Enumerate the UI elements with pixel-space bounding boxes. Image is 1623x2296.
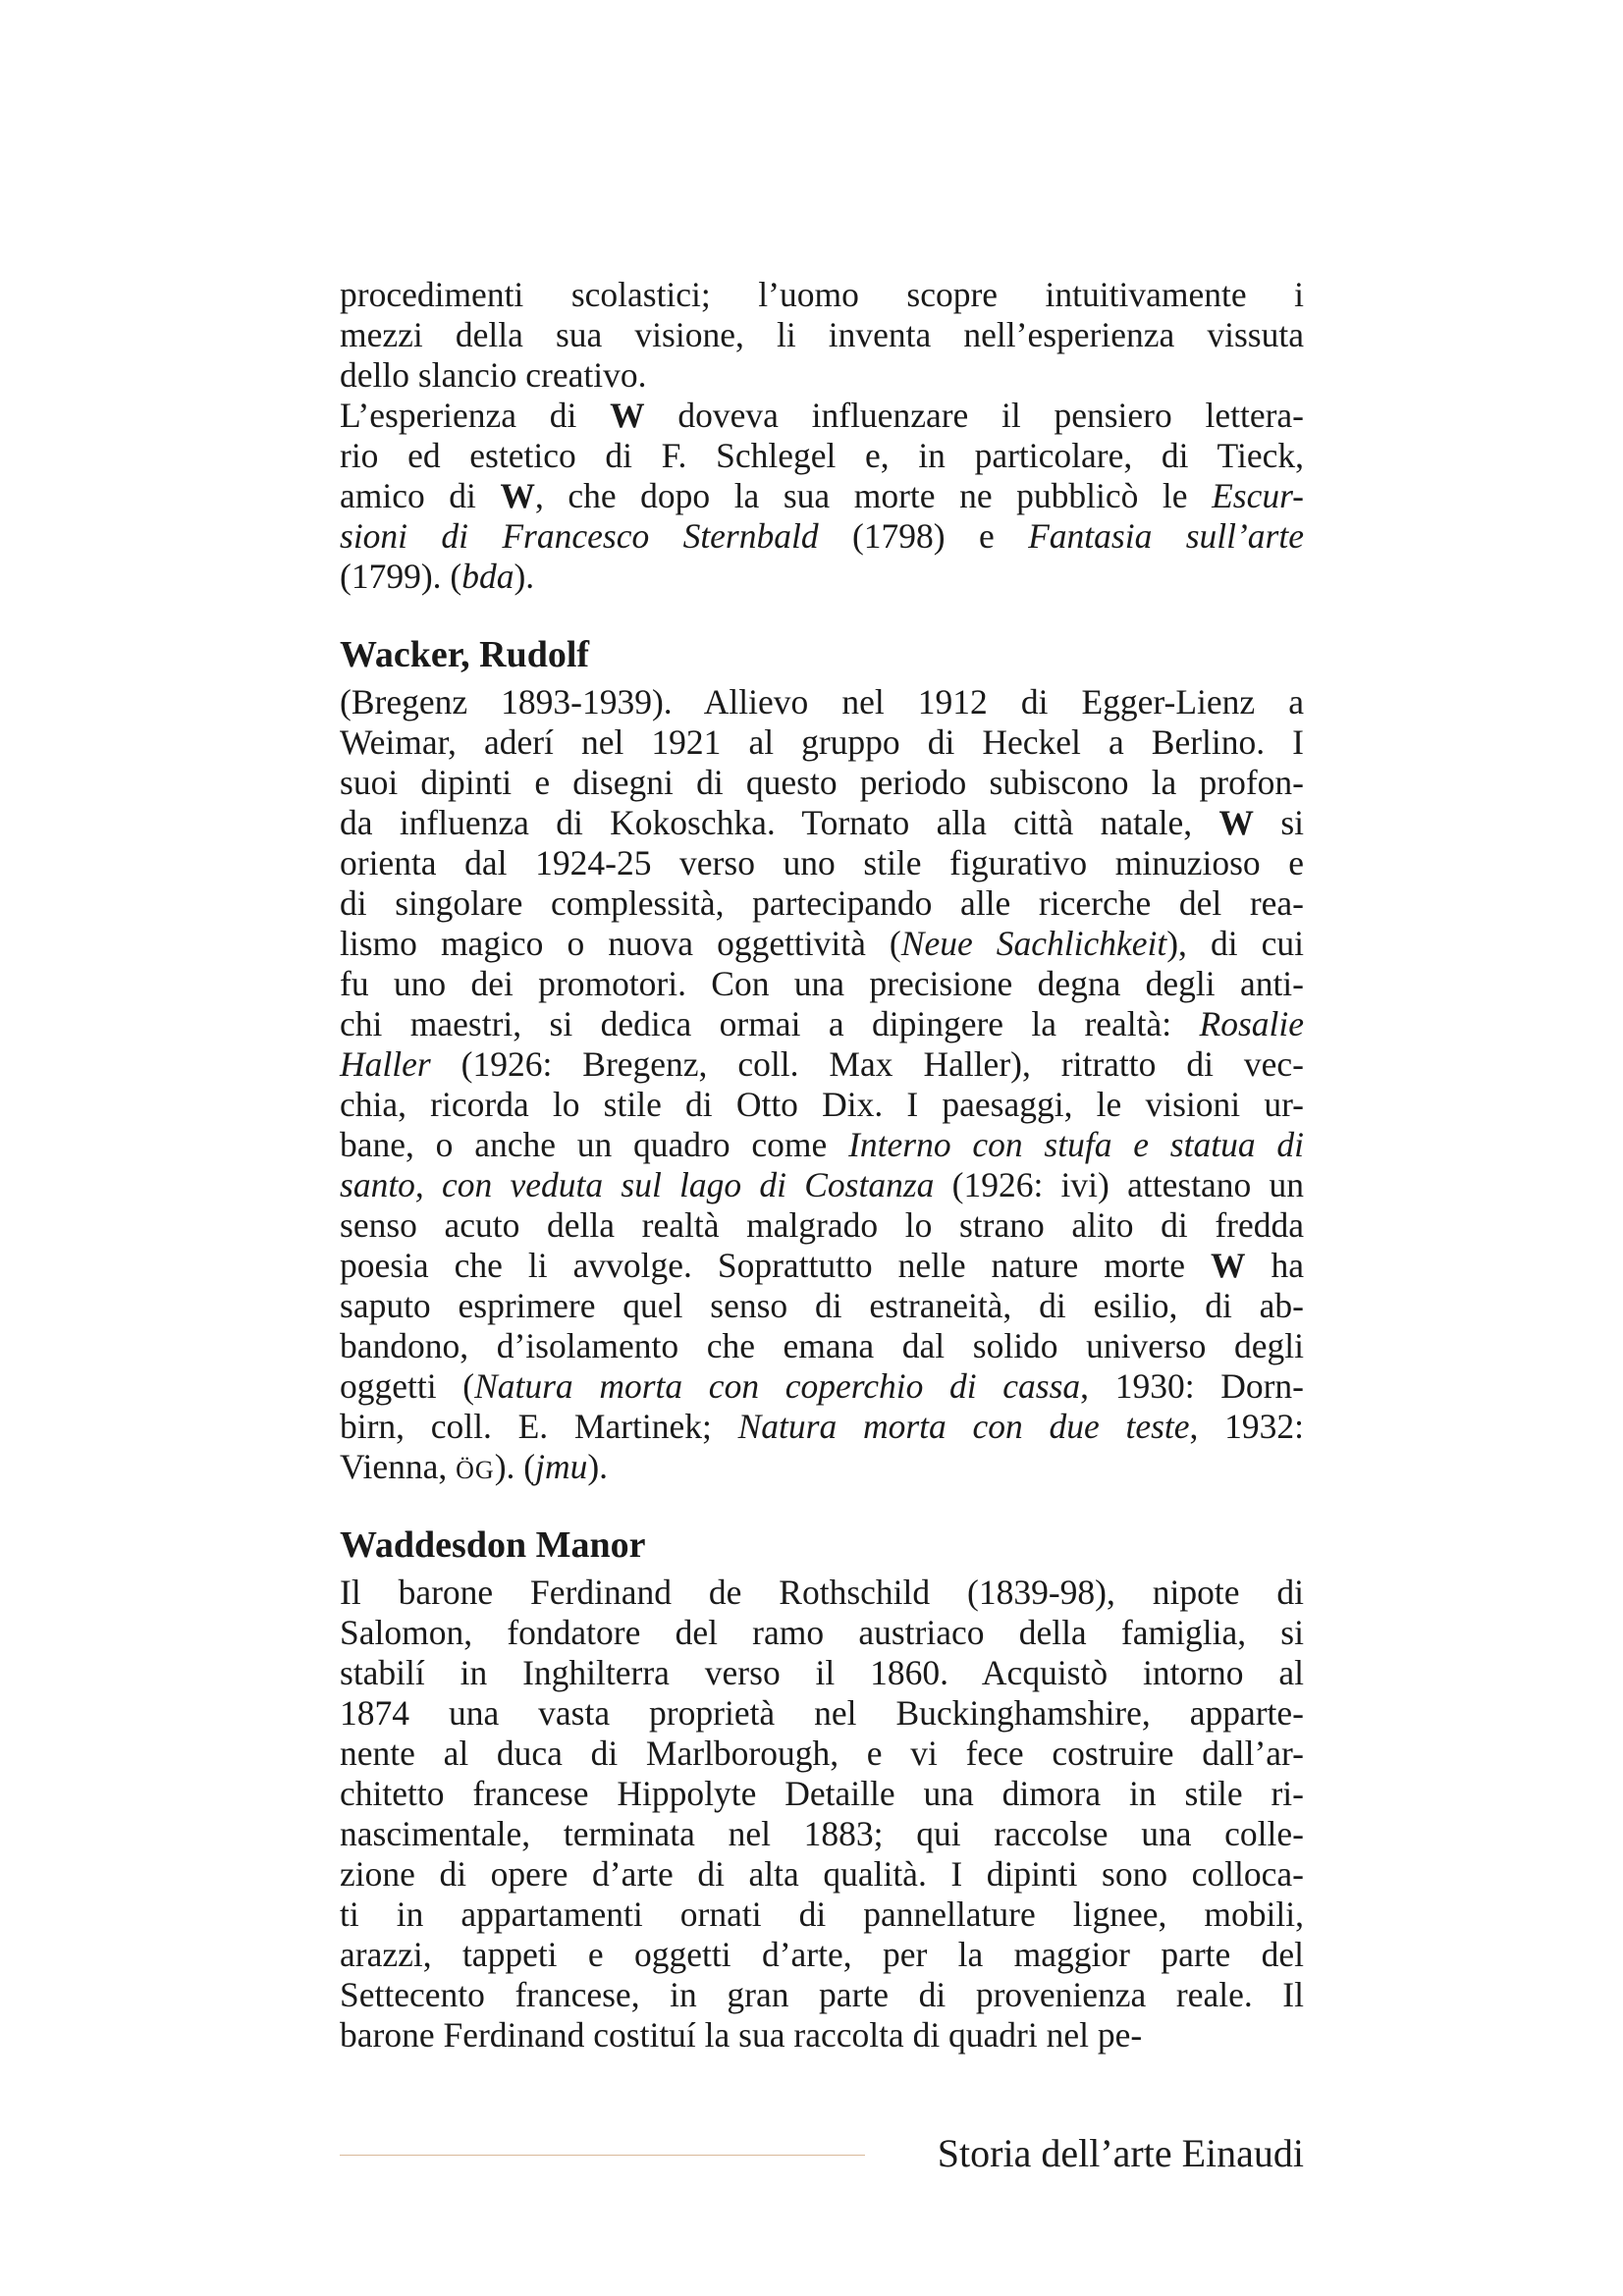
text-line: (1799). (bda). xyxy=(340,557,535,596)
text-line: Haller (1926: Bregenz, coll. Max Haller), ritratto di vec- xyxy=(340,1044,1304,1084)
text-line: lismo magico o nuova oggettività (Neue Sachlichkeit), di cui xyxy=(340,924,1304,963)
text-line: procedimenti scolastici; l’uomo scopre intuitivamente i xyxy=(340,275,1304,314)
text-line: Vienna, ÖG). (jmu). xyxy=(340,1447,609,1486)
footer-rule xyxy=(340,2155,865,2156)
text-line: birn, coll. E. Martinek; Natura morta con due teste, 1932: xyxy=(340,1407,1304,1446)
text-line: di singolare complessità, partecipando alle ricerche del rea- xyxy=(340,883,1304,923)
text-line: (Bregenz 1893-1939). Allievo nel 1912 di Egger-Lienz a xyxy=(340,682,1304,721)
spacer xyxy=(340,597,1304,627)
text-line: orienta dal 1924-25 verso uno stile figurativo minuzioso e xyxy=(340,843,1304,882)
text-line: dello slancio creativo. xyxy=(340,355,647,395)
text-line: santo, con veduta sul lago di Costanza (1926: ivi) attestano un xyxy=(340,1165,1304,1204)
entry-title-waddesdon: Waddesdon Manor xyxy=(340,1524,646,1566)
text-line: saputo esprimere quel senso di estraneità, di esilio, di ab- xyxy=(340,1286,1304,1325)
entry-wackenroder-continuation xyxy=(340,275,1304,597)
text-line: arazzi, tappeti e oggetti d’arte, per la maggior parte del xyxy=(340,1935,1304,1974)
text-line: sioni di Francesco Sternbald (1798) e Fantasia sull’arte xyxy=(340,516,1304,556)
text-line: L’esperienza di W doveva influenzare il pensiero lettera- xyxy=(340,396,1304,435)
text-line: suoi dipinti e disegni di questo periodo subiscono la profon- xyxy=(340,763,1304,802)
text-line: chitetto francese Hippolyte Detaille una dimora in stile ri- xyxy=(340,1774,1304,1813)
text-line: fu uno dei promotori. Con una precisione degna degli anti- xyxy=(340,964,1304,1003)
entry-body-wacker xyxy=(340,682,1304,1487)
text-line: barone Ferdinand costituí la sua raccolta di quadri nel pe- xyxy=(340,2015,1143,2055)
text-column xyxy=(340,275,1304,2056)
text-line: senso acuto della realtà malgrado lo strano alito di fredda xyxy=(340,1205,1304,1245)
entry-body-waddesdon xyxy=(340,1573,1304,2056)
text-line: chi maestri, si dedica ormai a dipingere la realtà: Rosalie xyxy=(340,1004,1304,1043)
text-line: mezzi della sua visione, li inventa nell’esperienza vissuta xyxy=(340,315,1304,354)
text-line: rio ed estetico di F. Schlegel e, in particolare, di Tieck, xyxy=(340,436,1304,475)
text-line: da influenza di Kokoschka. Tornato alla città natale, W si xyxy=(340,803,1304,842)
text-line: poesia che li avvolge. Soprattutto nelle nature morte W ha xyxy=(340,1246,1304,1285)
text-line: nascimentale, terminata nel 1883; qui raccolse una colle- xyxy=(340,1814,1304,1853)
entry-title-wacker: Wacker, Rudolf xyxy=(340,634,590,675)
text-line: nente al duca di Marlborough, e vi fece costruire dall’ar- xyxy=(340,1734,1304,1773)
text-line: oggetti (Natura morta con coperchio di cassa, 1930: Dorn- xyxy=(340,1366,1304,1406)
text-line: Settecento francese, in gran parte di provenienza reale. Il xyxy=(340,1975,1304,2014)
text-line: bandono, d’isolamento che emana dal solido universo degli xyxy=(340,1326,1304,1365)
text-line: bane, o anche un quadro come Interno con stufa e statua di xyxy=(340,1125,1304,1164)
text-line: zione di opere d’arte di alta qualità. I dipinti sono colloca- xyxy=(340,1854,1304,1894)
text-line: Il barone Ferdinand de Rothschild (1839-98), nipote di xyxy=(340,1573,1304,1612)
text-line: chia, ricorda lo stile di Otto Dix. I paesaggi, le visioni ur- xyxy=(340,1085,1304,1124)
text-line: Weimar, aderí nel 1921 al gruppo di Heckel a Berlino. I xyxy=(340,722,1304,762)
footer-publisher: Storia dell’arte Einaudi xyxy=(937,2131,1304,2175)
text-line: stabilí in Inghilterra verso il 1860. Acquistò intorno al xyxy=(340,1653,1304,1692)
spacer xyxy=(340,1487,1304,1518)
text-line: ti in appartamenti ornati di pannellature lignee, mobili, xyxy=(340,1895,1304,1934)
text-line: Salomon, fondatore del ramo austriaco della famiglia, si xyxy=(340,1613,1304,1652)
text-line: 1874 una vasta proprietà nel Buckinghamshire, apparte- xyxy=(340,1693,1304,1733)
text-line: amico di W, che dopo la sua morte ne pubblicò le Escur- xyxy=(340,476,1304,515)
